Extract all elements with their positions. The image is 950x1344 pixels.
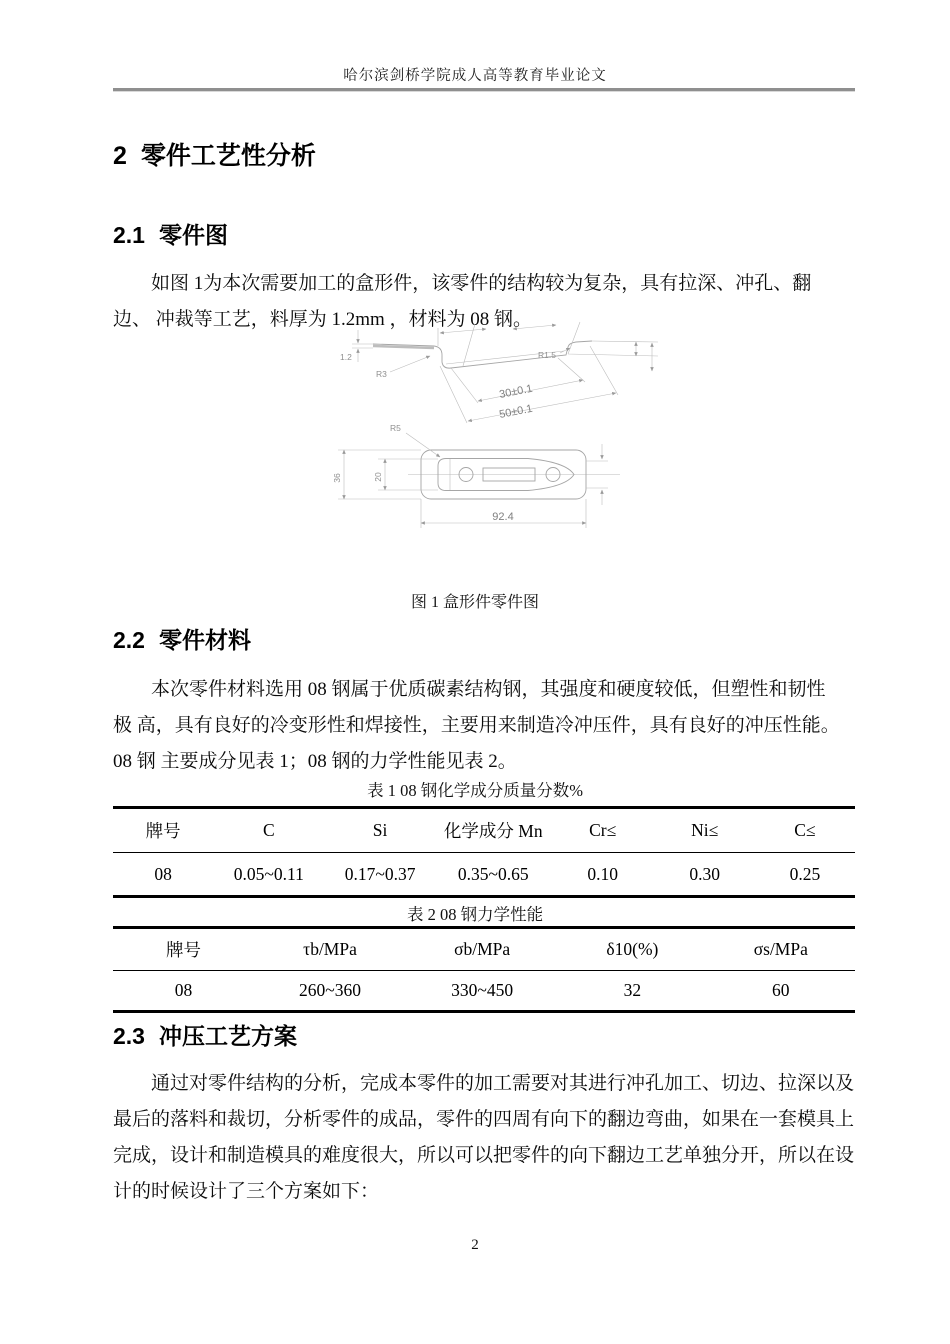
chemical-composition-table xyxy=(113,806,855,898)
table-cell: 0.17~0.37 xyxy=(344,863,416,884)
mechanical-properties-table xyxy=(113,926,855,1013)
section-2-2-paragraph xyxy=(113,672,873,780)
section-2-3-title: 冲压工艺方案 xyxy=(158,1023,297,1049)
table-cell: 0.25 xyxy=(789,863,821,884)
section-2-2-number: 2.2 xyxy=(113,627,145,653)
table-header-cell: Ni≤ xyxy=(655,808,755,853)
section-2-3-heading xyxy=(113,1018,297,1051)
table-cell: 0.05~0.11 xyxy=(233,863,304,884)
side-view xyxy=(340,322,658,423)
table-header-row xyxy=(113,928,855,971)
table-cell: 32 xyxy=(623,980,642,1000)
table-cell: 08 xyxy=(174,980,193,1000)
running-header: 哈尔滨剑桥学院成人高等教育毕业论文 xyxy=(343,68,607,84)
dim-r1-5-label: R1.5 xyxy=(538,350,556,360)
paragraph-line: 通过对零件结构的分析，完成本零件的加工需要对其进行冲孔加工、切边、拉深以及 xyxy=(151,1073,855,1094)
chapter-heading xyxy=(113,136,316,172)
dim-92-4-label: 92.4 xyxy=(492,511,514,523)
page-number: 2 xyxy=(471,1237,479,1253)
part-technical-drawing xyxy=(328,316,670,548)
section-2-1-heading xyxy=(113,217,228,250)
paragraph-line: 完成，设计和制造模具的难度很大，所以可以把零件的向下翻边工艺单独分开，所以在设 xyxy=(113,1145,855,1166)
section-2-3-number: 2.3 xyxy=(113,1023,145,1049)
paragraph-line: 极 高，具有良好的冷变形性和焊接性，主要用来制造冷冲压件，具有良好的冲压性能。 xyxy=(113,715,840,736)
paragraph-line: 边、 冲裁等工艺，料厚为 1.2mm ，材料为 08 钢。 xyxy=(113,309,533,330)
paragraph-line: 计的时候设计了三个方案如下： xyxy=(113,1181,380,1202)
header-rule xyxy=(113,88,855,92)
dim-36-label: 36 xyxy=(332,473,342,483)
section-2-2-title: 零件材料 xyxy=(158,627,251,653)
table-header-cell: Si xyxy=(324,808,435,853)
plan-view xyxy=(332,423,620,528)
paragraph-line: 08 钢 主要成分见表 1；08 钢的力学性能见表 2。 xyxy=(113,751,517,772)
section-2-3-paragraph xyxy=(113,1066,873,1210)
section-2-2-heading xyxy=(113,622,251,655)
section-2-1-number: 2.1 xyxy=(113,222,145,248)
paragraph-line: 本次零件材料选用 08 钢属于优质碳素结构钢，其强度和硬度较低，但塑性和韧性 xyxy=(151,679,826,700)
section-2-1-title: 零件图 xyxy=(158,222,228,248)
dim-r3-label: R3 xyxy=(376,369,387,379)
table-cell: 0.10 xyxy=(587,863,618,884)
dim-30-label: 30±0.1 xyxy=(498,382,534,401)
table-header-cell: C xyxy=(213,808,324,853)
table-header-cell: σb/MPa xyxy=(406,928,558,971)
table-cell: 60 xyxy=(772,980,790,1000)
table-header-cell: τb/MPa xyxy=(254,928,406,971)
table-cell: 260~360 xyxy=(299,980,361,1000)
dim-50-label: 50±0.1 xyxy=(498,402,534,421)
paragraph-line: 最后的落料和裁切，分析零件的成品，零件的四周有向下的翻边弯曲，如果在一套模具上 xyxy=(113,1109,855,1130)
dim-r5-label: R5 xyxy=(390,423,401,433)
paragraph-line: 如图 1为本次需要加工的盒形件，该零件的结构较为复杂，具有拉深、冲孔、翻 xyxy=(151,273,812,294)
table-header-row xyxy=(113,808,855,853)
table-cell: 0.35~0.65 xyxy=(457,863,529,884)
table-header-cell: 牌号 xyxy=(113,928,254,971)
table2-caption: 表 2 08 钢力学性能 xyxy=(406,905,544,924)
dim-20-label: 20 xyxy=(373,472,383,482)
dim-thickness-label: 1.2 xyxy=(340,352,352,362)
table-header-cell: σs/MPa xyxy=(707,928,855,971)
table-header-cell: 化学成分 Mn xyxy=(436,808,551,853)
table-header-cell: δ10(%) xyxy=(558,928,706,971)
table-header-cell: Cr≤ xyxy=(551,808,655,853)
table1-caption: 表 1 08 钢化学成分质量分数% xyxy=(367,781,583,800)
chapter-number: 2 xyxy=(113,142,127,170)
table-row xyxy=(113,971,855,1012)
table-header-cell: 牌号 xyxy=(113,808,213,853)
table-row xyxy=(113,853,855,897)
figure-caption: 图 1 盒形件零件图 xyxy=(410,594,539,611)
table-cell: 330~450 xyxy=(451,980,514,1000)
table-cell: 0.30 xyxy=(689,863,721,884)
table-header-cell: C≤ xyxy=(755,808,855,853)
chapter-title: 零件工艺性分析 xyxy=(140,142,316,170)
table-cell: 08 xyxy=(154,863,172,884)
